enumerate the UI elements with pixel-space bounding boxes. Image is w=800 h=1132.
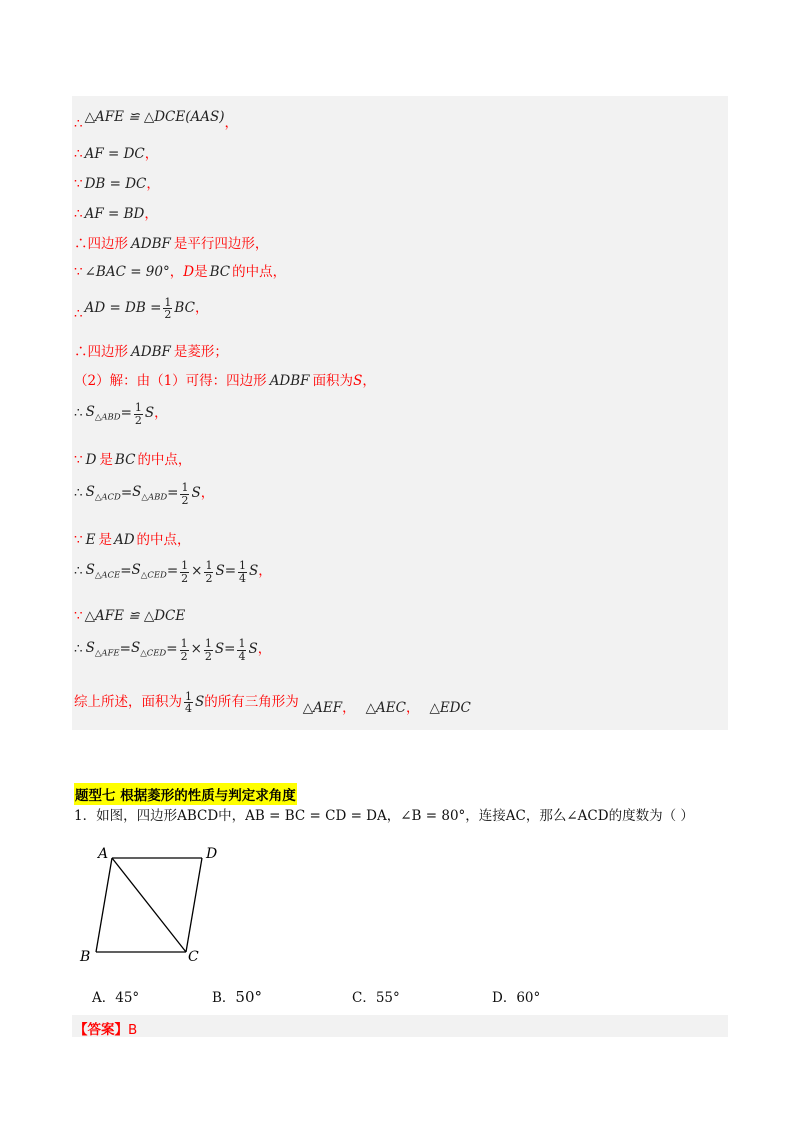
solution-line-7 [74,296,208,322]
text: 的中点， [136,532,191,548]
solution-line-15 [74,610,185,624]
text: 是 [99,452,113,468]
solution-line-6 [74,266,286,280]
because-symbol: ∵ [74,176,83,192]
area-symbol: S [191,485,201,502]
equation: AD = DB = [84,300,162,316]
solution-line-3 [74,178,160,192]
solution-line-16 [74,638,271,662]
area-symbol: S [214,641,225,658]
area-term: $S_{\triangle AFE}$ [85,639,120,659]
text: 综上所述，面积为 [74,694,182,710]
segment-label: BC [209,264,231,280]
text: 的中点， [232,264,287,280]
quadrilateral-name: ADBF [269,373,310,389]
area-term: $S_{\triangle ABD}$ [85,403,121,423]
solution-line-5 [74,238,268,252]
therefore-symbol: ∴ [74,206,83,222]
option-label: D． [492,990,517,1006]
therefore-symbol: ∴ [74,563,83,580]
area-term: $S_{\triangle CED}$ [130,639,167,659]
point-label: D [183,264,195,280]
punctuation: ， [258,563,272,580]
point-label: E [85,532,96,548]
section-title: 题型七 根据菱形的性质与判定求角度 [74,783,297,805]
area-term: $S_{\triangle ACE}$ [85,561,121,581]
option-label: C． [352,990,376,1006]
text: 是平行四边形， [173,236,269,252]
question-text: 1．如图，四边形ABCD中，AB = BC = CD = DA，∠B = 80°，连接AC，那么∠ACD的度数为（ ） [74,808,694,824]
point-label: D [85,452,97,468]
triangle-aef: △AEF [302,700,343,716]
area-term: $S_{\triangle CED}$ [131,561,167,581]
answer-tag: 【答案】 [74,1022,128,1038]
answer-line [74,1018,137,1038]
because-symbol: ∵ [74,608,83,624]
option-a[interactable] [92,986,139,1006]
punctuation: ， [169,264,184,280]
solution-box [72,96,728,730]
fraction: $\frac{1}{2}$ [204,637,212,663]
text: 是 [194,264,208,280]
option-value: 55° [375,990,400,1006]
solution-line-2 [74,148,158,162]
area-symbol: S [215,563,225,580]
solution-line-10 [74,402,168,426]
fraction: $\frac{1}{4}$ [239,559,247,585]
area-term: $S_{\triangle ACD}$ [85,483,121,503]
punctuation: ， [362,373,376,389]
equation: AF = BD [84,206,145,222]
punctuation: ， [342,700,356,716]
times: × [190,641,202,658]
text: ∴四边形 [74,236,128,252]
area-term: $S_{\triangle ABD}$ [132,483,168,503]
solution-line-4 [74,208,158,222]
equals: = [119,641,131,658]
equation: ∠BAC = 90° [84,264,170,280]
fraction: $\frac{1}{2}$ [180,637,188,663]
punctuation: ， [194,300,209,316]
fraction: $\frac{1}{2}$ [134,401,142,427]
because-symbol: ∵ [74,452,83,468]
solution-line-13 [74,534,191,548]
fraction: $\frac{1}{4}$ [238,637,246,663]
equals: = [166,563,179,580]
equals: = [167,485,179,502]
solution-line-1 [74,104,238,132]
therefore-symbol: ∴ [74,306,83,322]
option-d[interactable] [492,986,540,1006]
punctuation: ， [405,700,420,716]
option-value: 45° [115,990,140,1006]
fraction: $\frac{1}{2}$ [164,295,172,322]
triangle-edc: △EDC [429,700,471,716]
option-b[interactable] [212,986,262,1006]
text: 的所有三角形为 [204,694,299,710]
text: 是菱形； [173,344,228,360]
therefore-symbol: ∴ [74,116,83,132]
vertex-label-c: C [188,949,199,965]
text: 是 [98,532,112,548]
rhombus-figure [74,840,224,968]
side-dc [186,858,202,952]
area-symbol: S [144,405,155,422]
equation: AF = DC [84,146,145,162]
equals: = [120,485,133,502]
solution-line-12 [74,482,214,506]
vertex-label-d: D [206,846,218,862]
solution-line-8 [74,346,228,360]
fraction: $\frac{1}{2}$ [181,481,189,507]
text: 的中点， [137,452,192,468]
quadrilateral-name: ADBF [131,344,171,360]
option-value: 50° [235,988,263,1006]
segment-label: AD [113,532,135,548]
vertex-label-b: B [80,949,91,965]
text: 面积为 [312,373,354,389]
punctuation: ， [154,405,168,422]
solution-line-9 [74,375,376,389]
segment-label: BC [174,300,195,316]
segment-label: BC [114,452,136,468]
because-symbol: ∵ [74,264,83,280]
punctuation: ， [200,485,215,502]
solution-line-11 [74,454,191,468]
punctuation: ， [144,146,159,162]
fraction: $\frac{1}{2}$ [181,559,189,585]
punctuation: ， [224,115,239,131]
quadrilateral-name: ADBF [131,236,171,252]
equals: = [120,405,132,422]
side-ba [96,858,112,952]
option-value: 60° [516,990,541,1006]
text: ∴四边形 [74,344,128,360]
solution-line-14 [74,560,272,584]
fraction: $\frac{1}{2}$ [205,559,213,585]
equals: = [166,641,178,658]
punctuation: ， [144,206,158,222]
answer-value: B [128,1022,138,1038]
option-c[interactable] [352,986,400,1006]
answer-box [72,1015,728,1037]
equation: DB = DC [84,176,147,192]
punctuation: ， [257,641,272,658]
therefore-symbol: ∴ [74,405,83,422]
fraction: $\frac{1}{4}$ [185,689,192,716]
equals: = [224,563,237,580]
congruence-expression: △AFE ≌ △DCE(AAS) [84,109,225,125]
area-symbol: S [248,641,258,658]
because-symbol: ∵ [74,532,83,548]
area-symbol: S [353,373,363,389]
times: × [191,563,203,580]
diagonal-ac [112,858,186,952]
solution-line-17 [74,690,471,716]
vertex-label-a: A [98,846,109,862]
option-label: B． [212,990,236,1006]
equals: = [120,563,132,580]
therefore-symbol: ∴ [74,485,83,502]
area-symbol: S [249,563,259,580]
therefore-symbol: ∴ [74,146,83,162]
equals: = [224,641,236,658]
congruence-expression: △AFE ≌ △DCE [84,608,186,624]
area-symbol: S [195,694,205,710]
option-label: A． [92,990,116,1006]
punctuation: ， [146,176,160,192]
therefore-symbol: ∴ [74,641,83,658]
triangle-aec: △AEC [365,700,406,716]
text: （2）解：由（1）可得：四边形 [74,373,267,389]
